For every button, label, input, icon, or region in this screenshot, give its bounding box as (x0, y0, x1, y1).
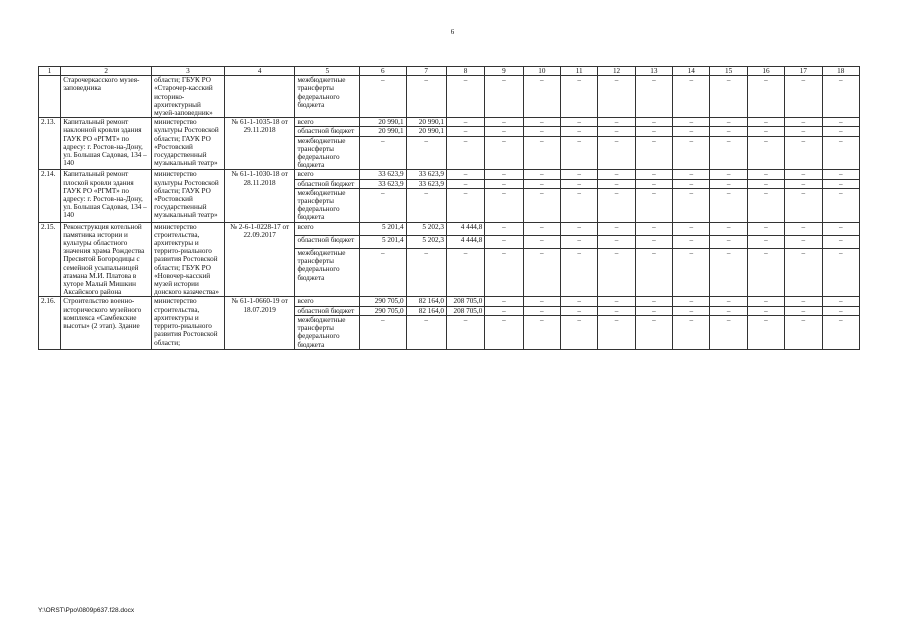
value-col17: – (785, 249, 822, 297)
value-col11: – (561, 235, 598, 248)
column-number: 10 (523, 67, 560, 76)
value-col17: – (785, 297, 822, 306)
value-col8: – (446, 76, 484, 118)
value-col11: – (561, 222, 598, 235)
value-col14: – (673, 315, 710, 349)
value-col6: – (360, 76, 406, 118)
value-col17: – (785, 118, 822, 127)
value-col9: – (485, 179, 523, 188)
value-col14: – (673, 297, 710, 306)
value-col9: – (485, 297, 523, 306)
funding-source: всего (295, 297, 360, 306)
column-number: 7 (406, 67, 446, 76)
value-col13: – (635, 222, 672, 235)
column-number: 9 (485, 67, 523, 76)
value-col12: – (598, 306, 635, 315)
value-col8: – (446, 127, 484, 136)
value-col17: – (785, 179, 822, 188)
value-col10: – (523, 136, 560, 170)
value-col12: – (598, 76, 635, 118)
value-col7: 20 990,1 (406, 118, 446, 127)
value-col18: – (822, 118, 859, 127)
value-col16: – (747, 136, 784, 170)
column-number: 12 (598, 67, 635, 76)
value-col12: – (598, 127, 635, 136)
column-number: 13 (635, 67, 672, 76)
file-path-footer: Y:\ORST\Ppo\0809p637.f28.docx (38, 607, 135, 614)
value-col15: – (710, 170, 747, 179)
value-col18: – (822, 315, 859, 349)
value-col9: – (485, 188, 523, 222)
value-col10: – (523, 315, 560, 349)
item-name: Реконструкция котельной памятника истории и культуры областного значения храма Рождества Пресвятой Богородицы с семейной усыпальницей атамана М.И. Платова в хуторе Малый Мишкин Аксайского района (61, 222, 152, 297)
value-col16: – (747, 127, 784, 136)
column-number: 15 (710, 67, 747, 76)
value-col14: – (673, 306, 710, 315)
value-col18: – (822, 188, 859, 222)
page-number: 6 (450, 28, 455, 36)
value-col6: 5 201,4 (360, 235, 406, 248)
value-col14: – (673, 235, 710, 248)
value-col11: – (561, 179, 598, 188)
value-col17: – (785, 127, 822, 136)
value-col7: 5 202,3 (406, 222, 446, 235)
value-col8: – (446, 315, 484, 349)
column-number: 16 (747, 67, 784, 76)
value-col11: – (561, 118, 598, 127)
value-col17: – (785, 306, 822, 315)
value-col12: – (598, 170, 635, 179)
value-col16: – (747, 222, 784, 235)
value-col6: – (360, 136, 406, 170)
item-document: № 61-1-0660-19 от 18.07.2019 (224, 297, 295, 349)
value-col8: – (446, 170, 484, 179)
value-col17: – (785, 170, 822, 179)
value-col6: 33 623,9 (360, 170, 406, 179)
table-row (39, 118, 860, 127)
item-number: 2.14. (39, 170, 61, 222)
value-col16: – (747, 249, 784, 297)
value-col17: – (785, 315, 822, 349)
value-col17: – (785, 235, 822, 248)
value-col13: – (635, 297, 672, 306)
item-name: Капитальный ремонт плоской кровли здания ГАУК РО «РГМТ» по адресу: г. Ростов-на-Дону, ул. Большая Садовая, 134 – 140 (61, 170, 152, 222)
value-col16: – (747, 306, 784, 315)
value-col9: – (485, 306, 523, 315)
value-col9: – (485, 222, 523, 235)
column-number: 17 (785, 67, 822, 76)
column-number: 6 (360, 67, 406, 76)
value-col11: – (561, 188, 598, 222)
value-col12: – (598, 136, 635, 170)
value-col6: 290 705,0 (360, 297, 406, 306)
item-customer: области; ГБУК РО «Старочер-касский историко-архитектурный музей-заповедник» (152, 76, 225, 118)
value-col6: 33 623,9 (360, 179, 406, 188)
value-col6: – (360, 315, 406, 349)
value-col7: 82 164,0 (406, 297, 446, 306)
value-col15: – (710, 306, 747, 315)
value-col13: – (635, 188, 672, 222)
funding-source: межбюджетные трансферты федерального бюджета (295, 315, 360, 349)
value-col7: – (406, 76, 446, 118)
value-col9: – (485, 136, 523, 170)
funding-source: всего (295, 222, 360, 235)
column-number: 3 (152, 67, 225, 76)
value-col8: 208 705,0 (446, 306, 484, 315)
value-col8: – (446, 188, 484, 222)
item-document: № 2-6-1-0228-17 от 22.09.2017 (224, 222, 295, 297)
funding-source: областной бюджет (295, 179, 360, 188)
funding-source: областной бюджет (295, 127, 360, 136)
item-customer: министерство культуры Ростовской области; ГАУК РО «Ростовский государственный музыкальный театр» (152, 118, 225, 170)
value-col9: – (485, 249, 523, 297)
value-col7: 33 623,9 (406, 179, 446, 188)
table-row (39, 297, 860, 306)
value-col15: – (710, 118, 747, 127)
item-customer: министерство строительства, архитектуры и террито-риального развития Ростовской области; (152, 297, 225, 349)
value-col6: – (360, 188, 406, 222)
value-col13: – (635, 235, 672, 248)
value-col13: – (635, 136, 672, 170)
value-col15: – (710, 235, 747, 248)
value-col15: – (710, 76, 747, 118)
value-col13: – (635, 249, 672, 297)
column-number: 1 (39, 67, 61, 76)
value-col9: – (485, 76, 523, 118)
value-col13: – (635, 306, 672, 315)
value-col8: – (446, 136, 484, 170)
value-col17: – (785, 76, 822, 118)
value-col9: – (485, 235, 523, 248)
value-col18: – (822, 170, 859, 179)
item-number: 2.13. (39, 118, 61, 170)
value-col10: – (523, 188, 560, 222)
value-col12: – (598, 222, 635, 235)
funding-source: межбюджетные трансферты федерального бюджета (295, 76, 360, 118)
value-col8: – (446, 249, 484, 297)
value-col14: – (673, 170, 710, 179)
value-col9: – (485, 170, 523, 179)
value-col7: 33 623,9 (406, 170, 446, 179)
value-col16: – (747, 118, 784, 127)
column-number: 8 (446, 67, 484, 76)
funding-source: областной бюджет (295, 235, 360, 248)
value-col18: – (822, 297, 859, 306)
funding-source: всего (295, 118, 360, 127)
value-col10: – (523, 76, 560, 118)
item-customer: министерство строительства, архитектуры и террито-риального развития Ростовской области; ГБУК РО «Новочер-касский музей истории донского казачества» (152, 222, 225, 297)
value-col11: – (561, 136, 598, 170)
value-col14: – (673, 136, 710, 170)
value-col10: – (523, 127, 560, 136)
value-col15: – (710, 188, 747, 222)
item-name: Старочеркасского музея-заповедника (61, 76, 152, 118)
value-col14: – (673, 179, 710, 188)
value-col18: – (822, 76, 859, 118)
value-col10: – (523, 118, 560, 127)
value-col6: 290 705,0 (360, 306, 406, 315)
column-number: 2 (61, 67, 152, 76)
value-col15: – (710, 249, 747, 297)
value-col12: – (598, 297, 635, 306)
value-col14: – (673, 188, 710, 222)
value-col7: 20 990,1 (406, 127, 446, 136)
value-col7: 82 164,0 (406, 306, 446, 315)
value-col9: – (485, 315, 523, 349)
value-col12: – (598, 188, 635, 222)
value-col11: – (561, 306, 598, 315)
value-col15: – (710, 222, 747, 235)
funding-source: межбюджетные трансферты федерального бюджета (295, 188, 360, 222)
value-col16: – (747, 170, 784, 179)
value-col8: – (446, 118, 484, 127)
value-col9: – (485, 127, 523, 136)
value-col16: – (747, 297, 784, 306)
value-col14: – (673, 222, 710, 235)
program-table (38, 66, 860, 350)
item-document (224, 76, 295, 118)
value-col15: – (710, 297, 747, 306)
value-col15: – (710, 179, 747, 188)
value-col10: – (523, 306, 560, 315)
item-name: Капитальный ремонт наклонной кровли здания ГАУК РО «РГМТ» по адресу: г. Ростов-на-Дону, ул. Большая Садовая, 134 – 140 (61, 118, 152, 170)
value-col7: – (406, 136, 446, 170)
value-col14: – (673, 76, 710, 118)
value-col14: – (673, 127, 710, 136)
value-col10: – (523, 222, 560, 235)
item-number: 2.16. (39, 297, 61, 349)
value-col13: – (635, 179, 672, 188)
value-col8: 208 705,0 (446, 297, 484, 306)
value-col16: – (747, 179, 784, 188)
value-col11: – (561, 249, 598, 297)
value-col16: – (747, 235, 784, 248)
funding-source: областной бюджет (295, 306, 360, 315)
value-col15: – (710, 315, 747, 349)
value-col7: – (406, 315, 446, 349)
value-col14: – (673, 249, 710, 297)
value-col15: – (710, 127, 747, 136)
value-col10: – (523, 249, 560, 297)
value-col11: – (561, 297, 598, 306)
item-number: 2.15. (39, 222, 61, 297)
item-document: № 61-1-1030-18 от 28.11.2018 (224, 170, 295, 222)
value-col11: – (561, 127, 598, 136)
item-number (39, 76, 61, 118)
value-col6: 20 990,1 (360, 118, 406, 127)
value-col8: 4 444,8 (446, 222, 484, 235)
value-col15: – (710, 136, 747, 170)
column-number: 5 (295, 67, 360, 76)
value-col17: – (785, 222, 822, 235)
value-col13: – (635, 315, 672, 349)
value-col17: – (785, 188, 822, 222)
value-col12: – (598, 179, 635, 188)
column-number: 4 (224, 67, 295, 76)
value-col10: – (523, 235, 560, 248)
value-col18: – (822, 136, 859, 170)
value-col18: – (822, 306, 859, 315)
value-col9: – (485, 118, 523, 127)
value-col10: – (523, 297, 560, 306)
column-number: 11 (561, 67, 598, 76)
item-name: Строительство военно-исторического музейного комплекса «Самбекские высоты» (2 этап). Здание (61, 297, 152, 349)
value-col6: 20 990,1 (360, 127, 406, 136)
value-col11: – (561, 76, 598, 118)
value-col13: – (635, 170, 672, 179)
value-col13: – (635, 118, 672, 127)
value-col16: – (747, 76, 784, 118)
column-number: 14 (673, 67, 710, 76)
value-col18: – (822, 179, 859, 188)
column-number: 18 (822, 67, 859, 76)
value-col8: 4 444,8 (446, 235, 484, 248)
value-col16: – (747, 188, 784, 222)
value-col8: – (446, 179, 484, 188)
value-col6: 5 201,4 (360, 222, 406, 235)
table-row (39, 222, 860, 235)
funding-source: межбюджетные трансферты федерального бюджета (295, 136, 360, 170)
value-col12: – (598, 249, 635, 297)
value-col17: – (785, 136, 822, 170)
value-col6: – (360, 249, 406, 297)
value-col11: – (561, 170, 598, 179)
value-col12: – (598, 235, 635, 248)
value-col7: – (406, 249, 446, 297)
value-col18: – (822, 222, 859, 235)
value-col7: 5 202,3 (406, 235, 446, 248)
value-col11: – (561, 315, 598, 349)
funding-source: всего (295, 170, 360, 179)
value-col18: – (822, 235, 859, 248)
value-col10: – (523, 179, 560, 188)
table-row (39, 170, 860, 179)
value-col10: – (523, 170, 560, 179)
table-row (39, 76, 860, 118)
value-col13: – (635, 76, 672, 118)
value-col14: – (673, 118, 710, 127)
item-customer: министерство культуры Ростовской области; ГАУК РО «Ростовский государственный музыкальный театр» (152, 170, 225, 222)
value-col16: – (747, 315, 784, 349)
funding-source: межбюджетные трансферты федерального бюджета (295, 249, 360, 297)
value-col18: – (822, 127, 859, 136)
value-col12: – (598, 315, 635, 349)
value-col13: – (635, 127, 672, 136)
value-col12: – (598, 118, 635, 127)
item-document: № 61-1-1035-18 от 29.11.2018 (224, 118, 295, 170)
value-col18: – (822, 249, 859, 297)
column-numbers-row (39, 67, 860, 76)
value-col7: – (406, 188, 446, 222)
